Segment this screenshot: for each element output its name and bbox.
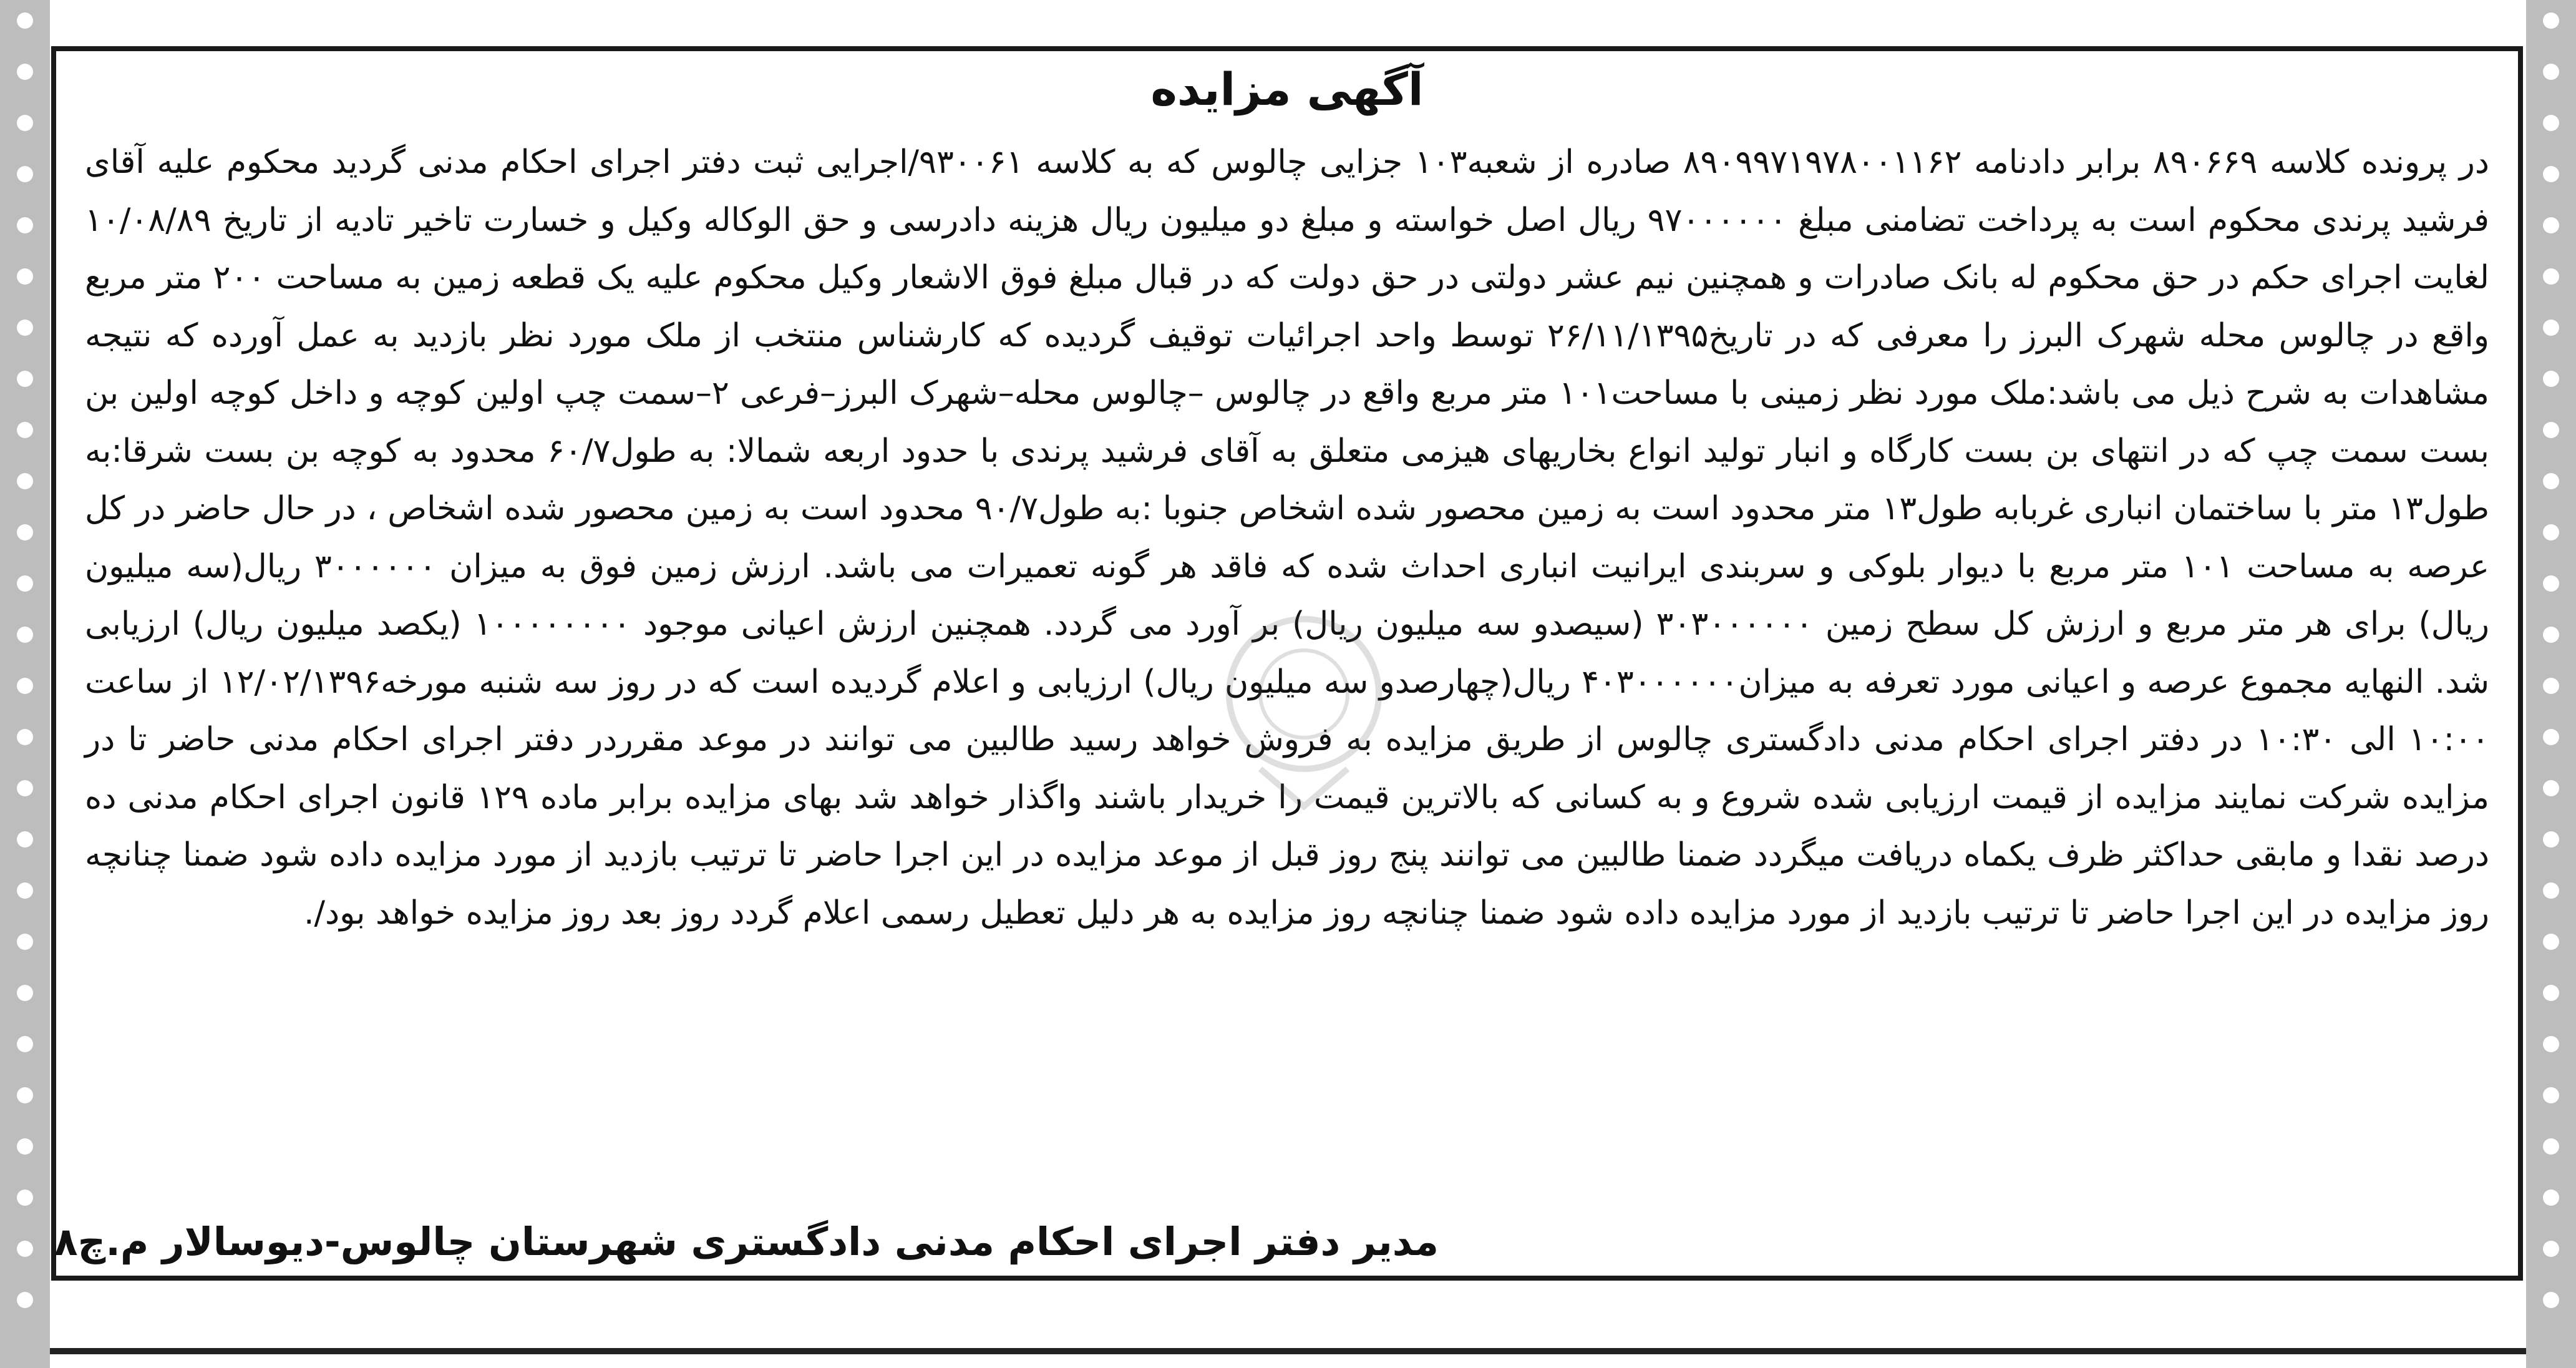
notice-frame xyxy=(51,46,2523,1281)
perforation-hole xyxy=(17,422,33,438)
perforation-hole xyxy=(2543,831,2559,848)
perforation-hole xyxy=(17,1036,33,1052)
perforation-hole xyxy=(17,268,33,285)
perforation-hole xyxy=(2543,217,2559,233)
perforation-hole xyxy=(2543,575,2559,592)
perforation-hole xyxy=(2543,12,2559,29)
perforation-hole xyxy=(17,524,33,540)
perforation-hole xyxy=(2543,627,2559,643)
perforation-hole xyxy=(17,1138,33,1155)
perforation-hole xyxy=(17,934,33,950)
next-notice-border xyxy=(50,1348,2526,1368)
perforation-hole xyxy=(2543,371,2559,387)
perforation-hole xyxy=(17,831,33,848)
right-perforated-rail xyxy=(2526,0,2576,1368)
notice-body: در پرونده کلاسه ۸۹۰۶۶۹ برابر دادنامه ۸۹۰۹۹۷۱۹۷۸۰۰۱۱۶۲ صادره از شعبه۱۰۳ جزایی چالوس که به کلاسه ۹۳۰۰۶۱/اجرایی ثبت دفتر اجرای احکام مدنی گردید محکوم علیه آقای فرشید پرندی محکوم است به پرداخت تضامنی مبلغ ۹۷۰۰۰۰۰۰ ریال اصل خواسته و مبلغ دو میلیون ریال هزینه دادرسی و حق الوکاله وکیل و خسارت تاخیر تادیه از تاریخ ۱۰/۰۸/۸۹ لغایت اجرای حکم در حق محکوم له بانک صادرات و همچنین نیم عشر دولتی در حق دولت که در قبال مبلغ فوق الاشعار وکیل محکوم علیه یک قطعه زمین به مساحت ۲۰۰ متر مربع واقع در چالوس محله شهرک البرز را معرفی که در تاریخ۲۶/۱۱/۱۳۹۵ توسط واحد اجرائیات توقیف گردیده که کارشناس منتخب از ملک مورد نظر بازدید به عمل آورده که نتیجه مشاهدات به شرح ذیل می باشد:ملک مورد نظر زمینی با مساحت۱۰۱ متر مربع واقع در چالوس –چالوس محله–شهرک البرز–فرعی ۲–سمت چپ اولین کوچه و داخل کوچه اولین بن بست سمت چپ که در انتهای بن بست کارگاه و انبار تولید انواع بخاریهای هیزمی متعلق به آقای فرشید پرندی با حدود اربعه شمالا: به طول۶۰/۷ محدود به کوچه بن بست شرقا:به طول۱۳ متر با ساختمان انباری غربابه طول۱۳ متر محدود است به زمین محصور شده اشخاص جنوبا :به طول۹۰/۷ محدود است به زمین محصور شده اشخاص ، در حال حاضر در کل عرصه به مساحت ۱۰۱ متر مربع با دیوار بلوکی و سربندی ایرانیت انباری احداث شده که فاقد هر گونه تعمیرات می باشد. ارزش زمین فوق به میزان ۳۰۰۰۰۰۰ ریال(سه میلیون ریال) برای هر متر مربع و ارزش کل سطح زمین ۳۰۳۰۰۰۰۰۰ (سیصدو سه میلیون ریال) بر آورد می گردد. همچنین ارزش اعیانی موجود ۱۰۰۰۰۰۰۰۰ (یکصد میلیون ریال) ارزیابی شد. النهایه مجموع عرصه و اعیانی مورد تعرفه به میزان۴۰۳۰۰۰۰۰۰ ریال(چهارصدو سه میلیون ریال) ارزیابی و اعلام گردیده است که در روز سه شنبه مورخه۱۲/۰۲/۱۳۹۶ از ساعت ۱۰:۰۰ الی ۱۰:۳۰ در دفتر اجرای احکام مدنی دادگستری چالوس از طریق مزایده به فروش خواهد رسید طالبین می توانند در موعد مقرردر دفتر اجرای احکام مدنی حاضر تا در مزایده شرکت نمایند مزایده از قیمت ارزیابی شده شروع و به کسانی که بالاترین قیمت را خریدار باشند واگذار خواهد شد بهای مزایده برابر ماده ۱۲۹ قانون اجرای احکام مدنی ده درصد نقدا و مابقی حداکثر ظرف یکماه دریافت میگردد ضمنا طالبین می توانند پنج روز قبل از موعد مزایده در این اجرا حاضر تا ترتیب بازدید از مورد مزایده داده شود ضمنا چنانچه روز مزایده در این اجرا حاضر تا ترتیب بازدید از مورد مزایده داده شود ضمنا چنانچه روز مزایده به هر دلیل تعطیل رسمی اعلام گردد روز بعد روز مزایده خواهد بود/. xyxy=(85,144,2490,932)
perforation-hole xyxy=(2543,268,2559,285)
perforation-hole xyxy=(2543,1036,2559,1052)
perforation-hole xyxy=(17,575,33,592)
perforation-hole xyxy=(2543,64,2559,80)
perforation-hole xyxy=(2543,115,2559,131)
perforation-hole xyxy=(2543,882,2559,899)
perforation-hole xyxy=(2543,166,2559,182)
perforation-hole xyxy=(2543,934,2559,950)
perforation-hole xyxy=(17,217,33,233)
perforation-hole xyxy=(17,678,33,694)
perforation-hole xyxy=(17,320,33,336)
perforation-hole xyxy=(17,371,33,387)
perforation-hole xyxy=(17,115,33,131)
perforation-hole xyxy=(2543,422,2559,438)
perforation-hole xyxy=(2543,1138,2559,1155)
perforation-hole xyxy=(17,1190,33,1206)
perforation-hole xyxy=(2543,678,2559,694)
perforation-hole xyxy=(2543,1241,2559,1257)
perforation-hole xyxy=(17,64,33,80)
perforation-hole xyxy=(17,780,33,796)
perforation-hole xyxy=(17,729,33,745)
perforation-hole xyxy=(17,627,33,643)
perforation-hole xyxy=(17,12,33,29)
left-perforated-rail xyxy=(0,0,50,1368)
top-margin xyxy=(50,0,2526,44)
perforation-hole xyxy=(2543,1190,2559,1206)
perforation-hole xyxy=(2543,1292,2559,1308)
watermark-seal-icon xyxy=(1210,600,1397,813)
perforation-hole xyxy=(2543,524,2559,540)
perforation-hole xyxy=(2543,985,2559,1001)
perforation-hole xyxy=(2543,473,2559,489)
perforation-hole xyxy=(17,985,33,1001)
perforation-hole xyxy=(17,473,33,489)
notice-signature: مدیر دفتر اجرای احکام مدنی دادگستری شهرستان چالوس-دیوسالار م.چ۸ xyxy=(54,1219,1439,1264)
perforation-hole xyxy=(17,1241,33,1257)
perforation-hole xyxy=(17,166,33,182)
perforation-hole xyxy=(17,1087,33,1103)
perforation-hole xyxy=(2543,729,2559,745)
notice-title: آگهی مزایده xyxy=(1150,63,1424,115)
perforation-hole xyxy=(2543,320,2559,336)
perforation-hole xyxy=(17,882,33,899)
perforation-hole xyxy=(2543,1087,2559,1103)
perforation-hole xyxy=(17,1292,33,1308)
perforation-hole xyxy=(2543,780,2559,796)
